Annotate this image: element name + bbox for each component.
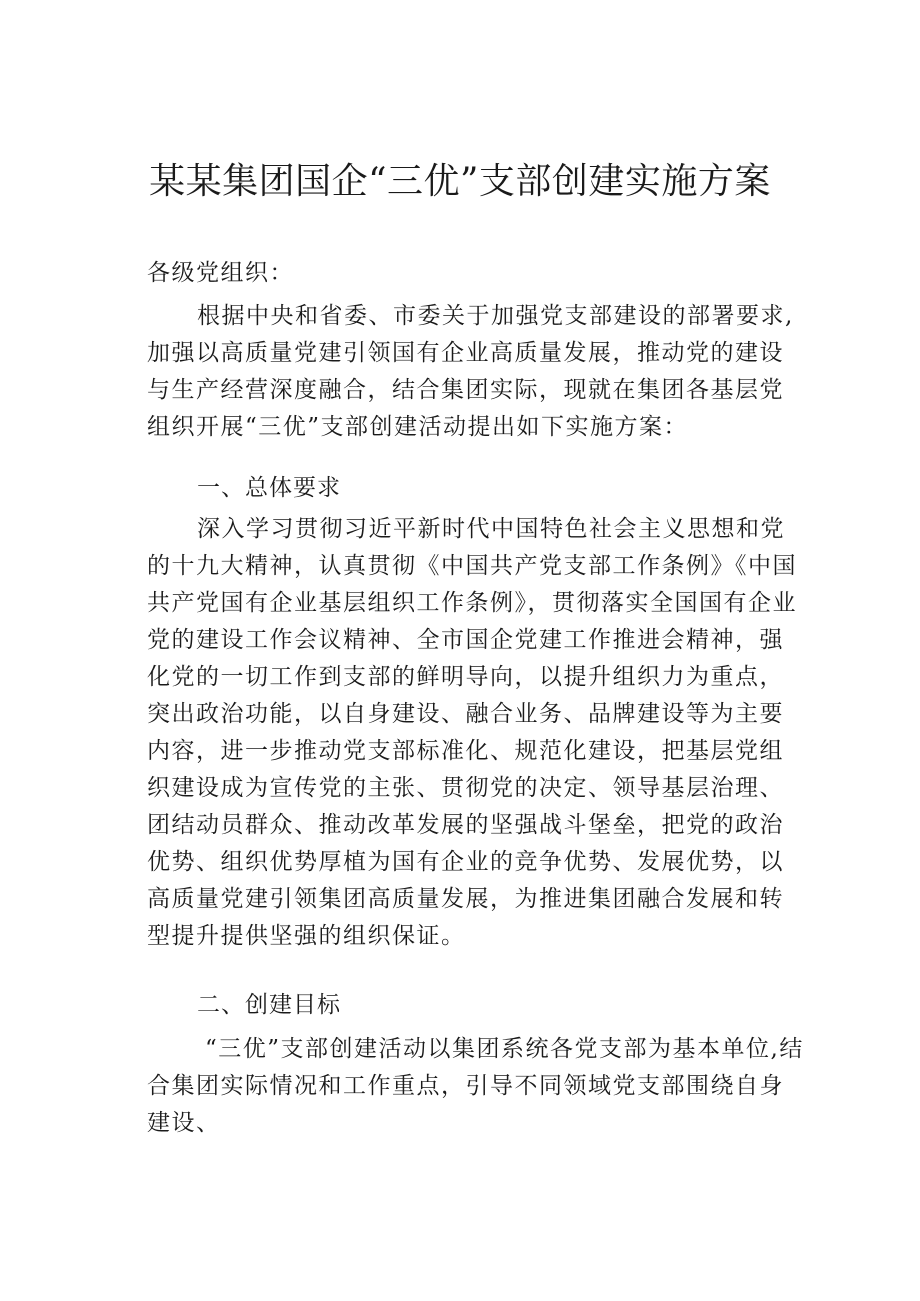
section-paragraph-creation-goals: “三优”支部创建活动以集团系统各党支部为基本单位,结合集团实际情况和工作重点，引导不同领域党支部围绕自身建设、 — [147, 1036, 804, 1136]
intro-paragraph: 根据中央和省委、市委关于加强党支部建设的部署要求,加强以高质量党建引领国有企业高质量发展，推动党的建设与生产经营深度融合，结合集团实际，现就在集团各基层党组织开展“三优”支部创建活动提出如下实施方案： — [147, 303, 794, 440]
section-paragraph-general-requirements: 深入学习贯彻习近平新时代中国特色社会主义思想和党的十九大精神，认真贯彻《中国共产党支部工作条例》《中国共产党国有企业基层组织工作条例》，贯彻落实全国国有企业党的建设工作会议精神、全市国企党建工作推进会精神，强化党的一切工作到支部的鲜明导向，以提升组织力为重点，突出政治功能，以自身建设、融合业务、品牌建设等为主要内容，进一步推动党支部标准化、规范化建设，把基层党组织建设成为宣传党的主张、贯彻党的决定、领导基层治理、团结动员群众、推动改革发展的坚强战斗堡垒，把党的政治优势、组织优势厚植为国有企业的竞争优势、发展优势，以高质量党建引领集团高质量发展，为推进集团融合发展和转型提升提供坚强的组织保证。 — [147, 516, 797, 949]
salutation: 各级党组织： — [147, 260, 294, 286]
section-heading-creation-goals: 二、创建目标 — [197, 992, 341, 1018]
section-heading-general-requirements: 一、总体要求 — [197, 475, 341, 501]
document-title: 某某集团国企“三优”支部创建实施方案 — [149, 161, 771, 202]
